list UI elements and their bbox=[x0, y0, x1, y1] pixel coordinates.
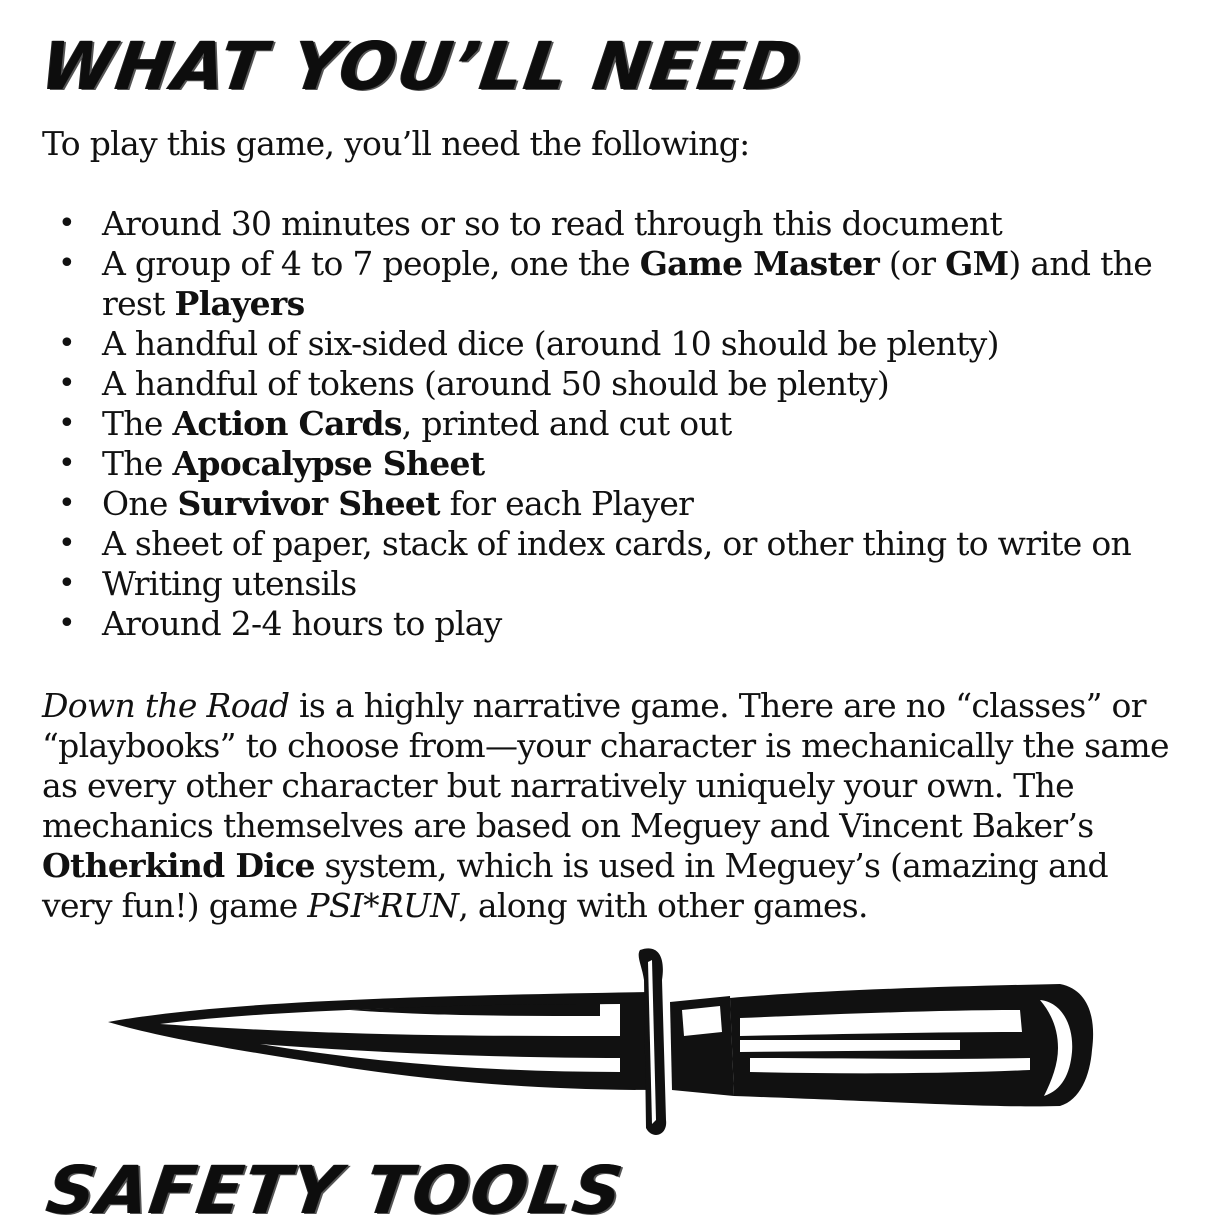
item-bold: Action Cards bbox=[172, 404, 402, 443]
list-item bbox=[42, 444, 1202, 484]
list-item bbox=[42, 564, 1202, 604]
item-bold: Survivor Sheet bbox=[177, 484, 440, 523]
list-item bbox=[42, 524, 1202, 564]
item-text: ) and the rest bbox=[102, 244, 1153, 323]
item-text: A sheet of paper, stack of index cards, or other thing to write on bbox=[102, 524, 1132, 563]
item-bold: GM bbox=[945, 244, 1009, 283]
bullet: • bbox=[58, 446, 75, 481]
paragraph-text: system, which is used in Meguey’s (amazing and very fun!) game bbox=[42, 846, 1108, 925]
item-text: A group of 4 to 7 people, one the bbox=[102, 244, 640, 283]
item-text: Around 2-4 hours to play bbox=[102, 604, 502, 643]
system-name: Otherkind Dice bbox=[42, 846, 315, 885]
item-text: One bbox=[102, 484, 178, 523]
item-bold: Apocalypse Sheet bbox=[172, 444, 485, 483]
item-bold: Players bbox=[174, 284, 305, 323]
bullet: • bbox=[58, 246, 75, 281]
paragraph-text: , along with other games. bbox=[458, 886, 868, 925]
game-title: Down the Road bbox=[42, 686, 290, 725]
item-text: , printed and cut out bbox=[401, 404, 732, 443]
description-paragraph bbox=[42, 686, 1182, 926]
list-item bbox=[42, 484, 1202, 524]
bullet: • bbox=[58, 486, 75, 521]
bullet: • bbox=[58, 406, 75, 441]
needs-list bbox=[42, 204, 1202, 644]
list-item bbox=[42, 404, 1202, 444]
bullet: • bbox=[58, 606, 75, 641]
item-text: (or bbox=[879, 244, 946, 283]
list-item bbox=[42, 204, 1202, 244]
item-text: A handful of tokens (around 50 should be plenty) bbox=[102, 364, 890, 403]
item-text: for each Player bbox=[439, 484, 694, 523]
heading-safety-tools: SAFETY TOOLS bbox=[42, 1152, 629, 1229]
bullet: • bbox=[58, 566, 75, 601]
item-text: Writing utensils bbox=[102, 564, 357, 603]
intro-text: To play this game, you’ll need the following: bbox=[42, 124, 750, 163]
list-item bbox=[42, 244, 1202, 324]
bullet: • bbox=[58, 206, 75, 241]
item-text: A handful of six-sided dice (around 10 should be plenty) bbox=[102, 324, 999, 363]
item-text: The bbox=[102, 404, 173, 443]
bullet: • bbox=[58, 526, 75, 561]
bullet: • bbox=[58, 326, 75, 361]
item-text: Around 30 minutes or so to read through this document bbox=[102, 204, 1003, 243]
paragraph-text: is a highly narrative game. There are no “classes” or “playbooks” to choose from—your character is mechanically the same as every other character but narratively uniquely your own. The mechanics themselves are based on Meguey and Vincent Baker’s bbox=[42, 686, 1169, 845]
list-item bbox=[42, 324, 1202, 364]
bullet: • bbox=[58, 366, 75, 401]
knife-icon bbox=[100, 940, 1100, 1145]
game-reference: PSI*RUN bbox=[307, 886, 459, 925]
heading-what-youll-need: WHAT YOU’LL NEED bbox=[36, 28, 808, 105]
list-item bbox=[42, 364, 1202, 404]
item-bold: Game Master bbox=[639, 244, 880, 283]
item-text: The bbox=[102, 444, 173, 483]
list-item bbox=[42, 604, 1202, 644]
